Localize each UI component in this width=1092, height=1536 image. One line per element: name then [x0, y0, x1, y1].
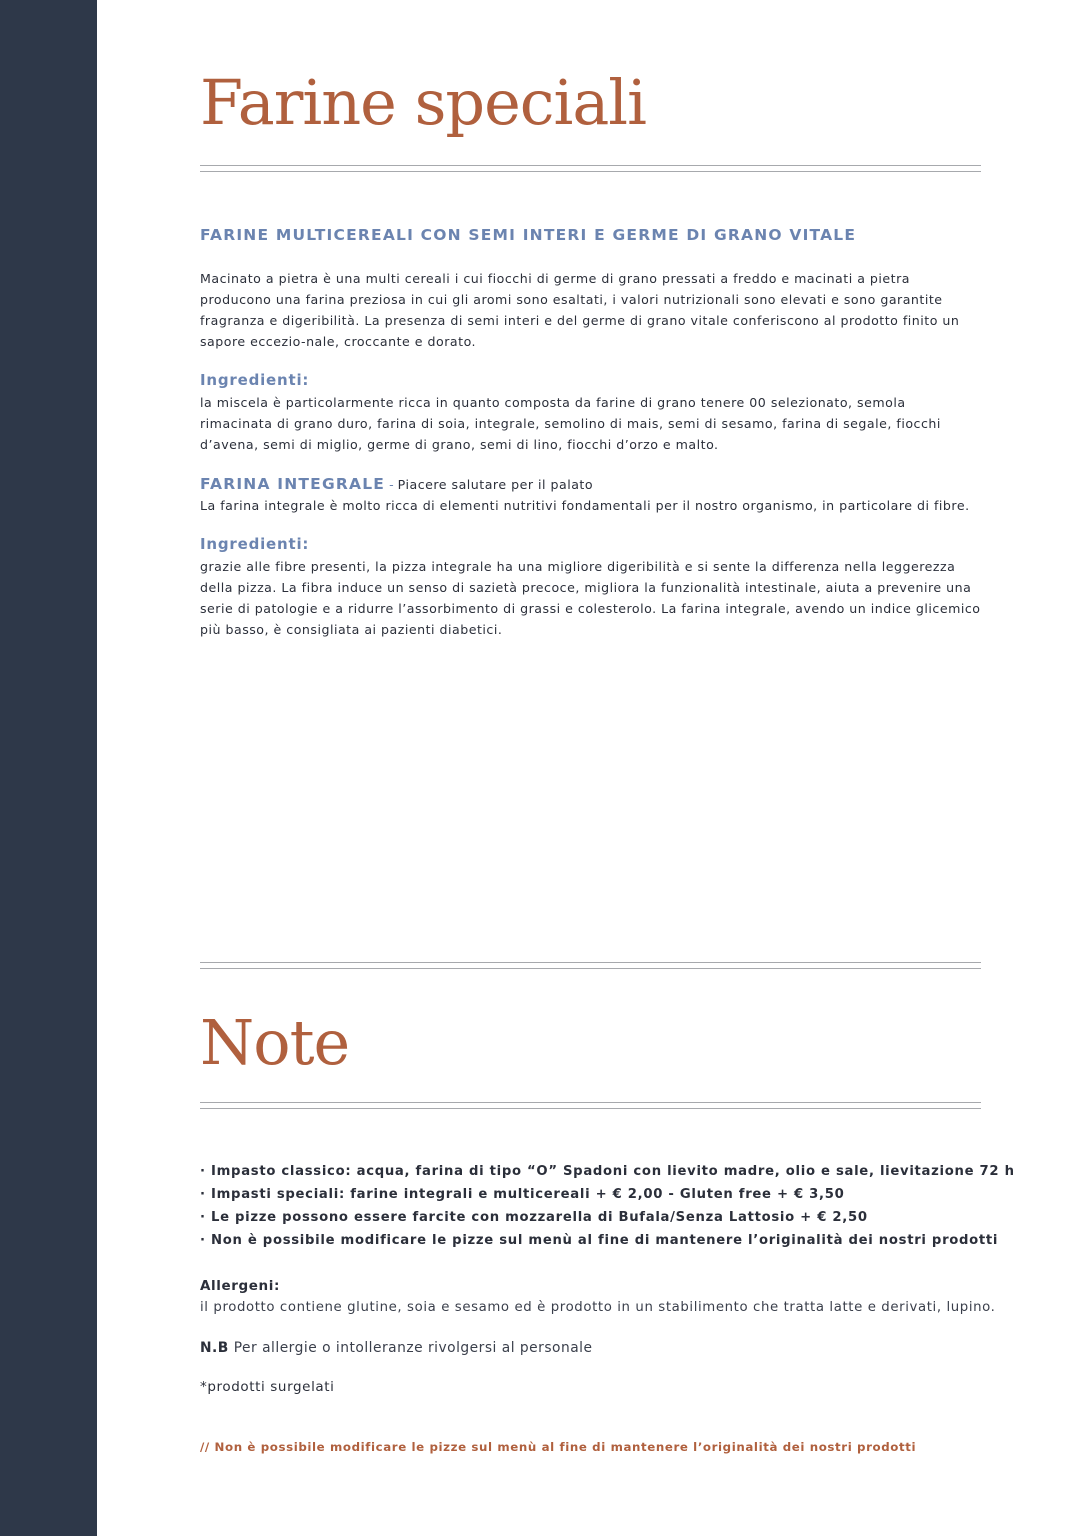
allergeni-label: Allergeni:: [200, 1278, 280, 1294]
surgelati-note: *prodotti surgelati: [200, 1379, 335, 1395]
allergeni-text: il prodotto contiene glutine, soia e sesamo ed è prodotto in un stabilimento che tratta latte e derivati, lupino.: [200, 1300, 996, 1315]
list-item: · Le pizze possono essere farcite con mozzarella di Bufala/Senza Lattosio + € 2,50: [200, 1210, 868, 1225]
heading-dash: -: [385, 477, 398, 492]
notes-list: [200, 1160, 1015, 1252]
list-item: · Impasti speciali: farine integrali e multicereali + € 2,00 - Gluten free + € 3,50: [200, 1187, 845, 1202]
heading-integrale: FARINA INTEGRALE: [200, 475, 386, 493]
nb-label: N.B: [200, 1340, 229, 1356]
divider-top: [200, 165, 981, 172]
sidebar-band: [0, 0, 97, 1536]
multicereali-description: Macinato a pietra è una multi cereali i cui fiocchi di germe di grano pressati a freddo e macinati a pietra producono una farina preziosa in cui gli aromi sono esaltati, i valori nutrizionali sono elevati e sono garantite fragranza e digeribilità. La presenza di semi interi e del germe di grano vitale conferiscono al prodotto finito un sapore eccezio-nale, croccante e dorato.: [200, 271, 960, 349]
list-item: · Non è possibile modificare le pizze sul menù al fine di mantenere l’originalità dei nostri prodotti: [200, 1233, 999, 1248]
list-item: · Impasto classico: acqua, farina di tipo “O” Spadoni con lievito madre, olio e sale, lievitazione 72 h: [200, 1164, 1015, 1179]
page-title-farine-speciali: Farine speciali: [200, 66, 646, 139]
footer-note: // Non è possibile modificare le pizze sul menù al fine di mantenere l’originalità dei nostri prodotti: [200, 1440, 917, 1454]
nb-line: [200, 1340, 593, 1356]
integrale-tagline: Piacere salutare per il palato: [397, 477, 594, 492]
divider-note: [200, 1102, 981, 1109]
heading-multicereali: FARINE MULTICEREALI CON SEMI INTERI E GERME DI GRANO VITALE: [200, 226, 857, 244]
page-title-note: Note: [200, 1006, 350, 1079]
integrale-description: La farina integrale è molto ricca di elementi nutritivi fondamentali per il nostro organismo, in particolare di fibre.: [200, 498, 970, 513]
multicereali-ingredients-text: la miscela è particolarmente ricca in quanto composta da farine di grano tenere 00 selezionato, semola rimacinata di grano duro, farina di soia, integrale, semolino di mais, semi di sesamo, farina di segale, fiocchi d’avena, semi di miglio, germe di grano, semi di lino, fiocchi d’orzo e malto.: [200, 395, 941, 452]
integrale-heading-line: [200, 474, 593, 493]
integrale-ingredients-text: grazie alle fibre presenti, la pizza integrale ha una migliore digeribilità e si sente la differenza nella leggerezza della pizza. La fibra induce un senso di sazietà precoce, migliora la funzionalità intestinale, aiuta a prevenire una serie di patologie e a ridurre l’assorbimento di grassi e colesterolo. La farina integrale, avendo un indice glicemico più basso, è consigliata ai pazienti diabetici.: [200, 559, 981, 637]
multicereali-ingredients-label: Ingredienti:: [200, 371, 310, 389]
divider-middle: [200, 962, 981, 969]
nb-text: Per allergie o intolleranze rivolgersi al personale: [228, 1340, 593, 1356]
integrale-ingredients-label: Ingredienti:: [200, 535, 310, 553]
